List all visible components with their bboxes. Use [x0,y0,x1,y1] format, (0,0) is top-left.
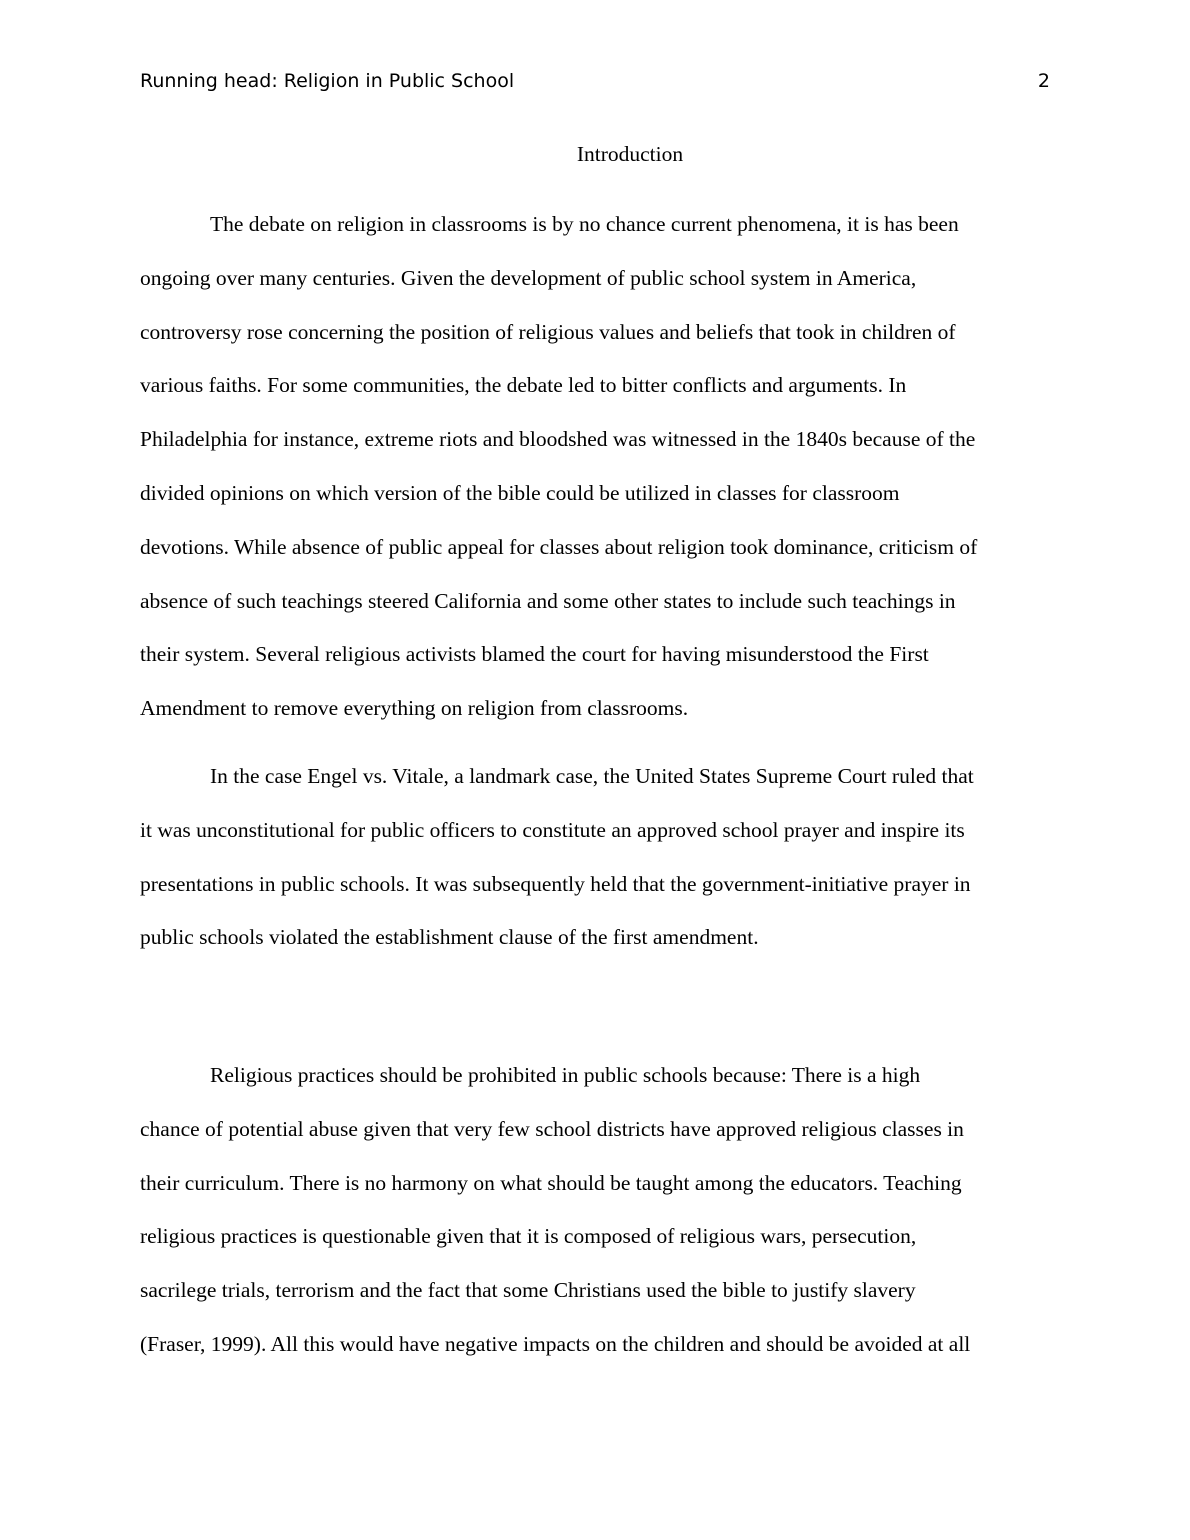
paragraph-2 [140,761,1050,976]
page-header [140,70,1050,98]
paragraph-line: various faiths. For some communities, the debate led to bitter conflicts and arguments. In [140,373,907,398]
running-head: Running head: Religion in Public School [140,70,515,92]
paragraph-line: absence of such teachings steered California and some other states to include such teachings in [140,588,956,613]
paragraph-line: presentations in public schools. It was subsequently held that the government-initiative prayer in [140,871,971,896]
paragraph-line: (Fraser, 1999). All this would have negative impacts on the children and should be avoided at all [140,1331,971,1356]
section-title: Introduction [576,142,684,166]
paragraph-line: chance of potential abuse given that very few school districts have approved religious classes in [140,1116,964,1141]
paragraph-line: In the case Engel vs. Vitale, a landmark case, the United States Supreme Court ruled that [210,764,974,788]
paragraph-3 [140,1060,1050,1383]
paragraph-1 [140,209,1050,747]
paragraph-line: Amendment to remove everything on religion from classrooms. [140,696,689,721]
paragraph-line: it was unconstitutional for public officers to constitute an approved school prayer and inspire its [140,817,965,842]
paragraph-line: religious practices is questionable given that it is composed of religious wars, persecution, [140,1224,917,1249]
paragraph-line: their system. Several religious activists blamed the court for having misunderstood the First [140,642,929,667]
paragraph-line: sacrilege trials, terrorism and the fact that some Christians used the bible to justify slavery [140,1278,916,1303]
paragraph-line: ongoing over many centuries. Given the development of public school system in America, [140,265,917,290]
paragraph-line: devotions. While absence of public appeal for classes about religion took dominance, criticism of [140,534,978,559]
paragraph-line: divided opinions on which version of the bible could be utilized in classes for classroom [140,480,900,505]
paragraph-line: controversy rose concerning the position of religious values and beliefs that took in children of [140,319,956,344]
page-number: 2 [1037,70,1050,92]
paragraph-line: their curriculum. There is no harmony on what should be taught among the educators. Teaching [140,1170,962,1195]
paragraph-line: The debate on religion in classrooms is by no chance current phenomena, it is has been [210,212,959,236]
paragraph-line: Philadelphia for instance, extreme riots and bloodshed was witnessed in the 1840s because of the [140,427,976,452]
paragraph-line: public schools violated the establishment clause of the first amendment. [140,925,759,950]
paragraph-line: Religious practices should be prohibited in public schools because: There is a high [210,1063,921,1087]
